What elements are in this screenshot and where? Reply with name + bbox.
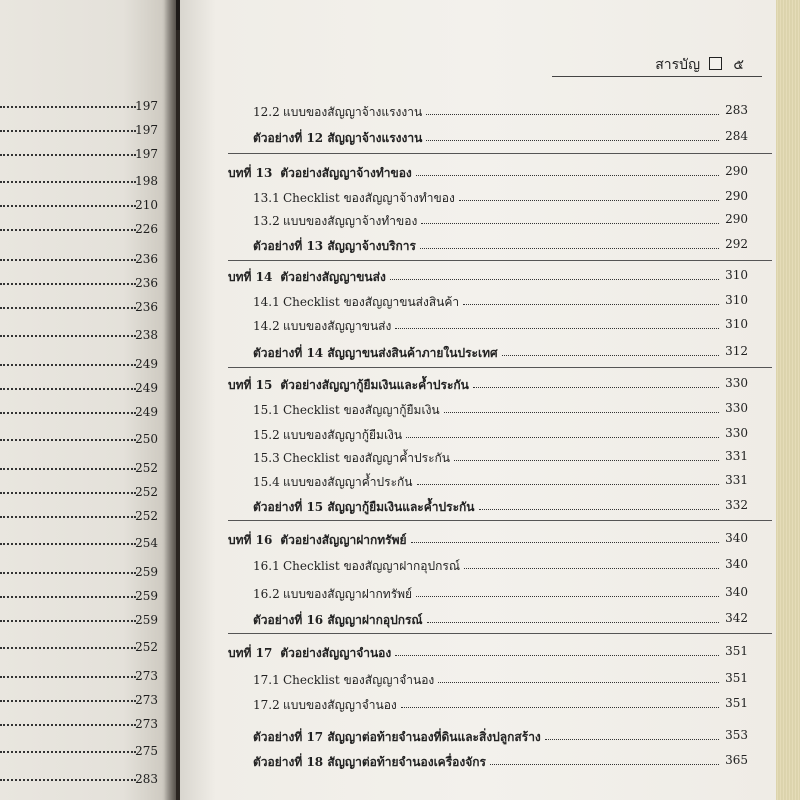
- toc-example[interactable]: [253, 236, 748, 256]
- chapter-title: ตัวอย่างสัญญากู้ยืมเงินและค้ำประกัน: [280, 378, 469, 392]
- toc-section[interactable]: [253, 670, 748, 690]
- toc-page-number: 342: [725, 611, 748, 625]
- chapter-number: บทที่ 14: [228, 270, 273, 284]
- toc-entry-label: [253, 317, 391, 336]
- section-title: แบบของสัญญาค้ำประกัน: [283, 475, 413, 489]
- toc-section[interactable]: [253, 695, 748, 715]
- toc-page-number: 365: [725, 753, 748, 767]
- dot-leader: [0, 700, 136, 702]
- left-page-number: 259: [135, 613, 158, 627]
- dot-leader: [0, 307, 136, 309]
- square-icon: [709, 57, 722, 70]
- toc-entry-label: [228, 268, 386, 287]
- section-title: แบบของสัญญาขนส่ง: [283, 319, 392, 333]
- dot-leader: [0, 259, 136, 261]
- section-title: แบบของสัญญาจ้างแรงงาน: [283, 105, 423, 119]
- page-number: ๕: [733, 57, 744, 73]
- left-page-number: 236: [135, 252, 158, 266]
- section-number: 15.3: [253, 451, 280, 465]
- toc-entry-label: ตัวอย่างที่ 18 สัญญาต่อท้ายจำนองเครื่องจักร: [253, 755, 486, 769]
- section-number: 17.2: [253, 698, 280, 712]
- toc-entry-label: [253, 696, 397, 715]
- chapter-divider: [228, 633, 772, 634]
- dot-leader: [416, 596, 719, 597]
- toc-section[interactable]: [253, 102, 748, 122]
- dot-leader: [0, 181, 136, 183]
- right-page: [180, 0, 776, 800]
- section-number: 16.1: [253, 559, 280, 573]
- dot-leader: [0, 751, 136, 753]
- toc-page-number: 330: [725, 426, 748, 440]
- dot-leader: [426, 114, 719, 115]
- left-page-number: 236: [135, 300, 158, 314]
- left-toc-row: [0, 691, 158, 711]
- left-toc-row: [0, 715, 158, 735]
- left-page-number: 238: [135, 328, 158, 342]
- left-toc-row: [0, 587, 158, 607]
- toc-chapter[interactable]: [228, 530, 748, 550]
- left-page-number: 249: [135, 381, 158, 395]
- page-header: [552, 54, 762, 77]
- dot-leader: [427, 622, 719, 623]
- dot-leader: [0, 516, 136, 518]
- toc-entry-label: [253, 426, 402, 445]
- chapter-divider: [228, 153, 772, 154]
- left-toc-row: [0, 379, 158, 399]
- left-toc-row: [0, 145, 158, 165]
- toc-page-number: 283: [725, 103, 748, 117]
- toc-page-number: 340: [725, 585, 748, 599]
- section-title: Checklist ของสัญญาจ้างทำของ: [283, 191, 455, 205]
- left-toc-row: [0, 638, 158, 658]
- dot-leader: [0, 154, 136, 156]
- section-number: 12.2: [253, 105, 280, 119]
- section-title: Checklist ของสัญญาขนส่งสินค้า: [283, 295, 460, 309]
- left-page-number: 252: [135, 461, 158, 475]
- dot-leader: [0, 283, 136, 285]
- toc-page-number: 284: [725, 129, 748, 143]
- toc-page-number: 353: [725, 728, 748, 742]
- section-title: Checklist ของสัญญาค้ำประกัน: [283, 451, 450, 465]
- dot-leader: [0, 412, 136, 414]
- left-toc-row: [0, 298, 158, 318]
- toc-entry-label: [253, 671, 434, 690]
- dot-leader: [0, 724, 136, 726]
- section-number: 14.2: [253, 319, 280, 333]
- left-toc-row: [0, 196, 158, 216]
- chapter-divider: [228, 367, 772, 368]
- left-toc-row: [0, 430, 158, 450]
- toc-chapter[interactable]: [228, 163, 748, 183]
- toc-entry-label: ตัวอย่างที่ 14 สัญญาขนส่งสินค้าภายในประเทศ: [253, 346, 498, 360]
- toc-page-number: 290: [725, 212, 748, 226]
- toc-entry-label: [253, 401, 440, 420]
- dot-leader: [0, 335, 136, 337]
- toc-entry-label: [253, 557, 460, 576]
- dot-leader: [459, 200, 719, 201]
- toc-section[interactable]: [253, 448, 748, 468]
- toc-entry-label: [253, 449, 450, 468]
- toc-page-number: 290: [725, 189, 748, 203]
- left-page-number: 273: [135, 669, 158, 683]
- dot-leader: [0, 543, 136, 545]
- chapter-title: ตัวอย่างสัญญาจ้างทำของ: [280, 166, 412, 180]
- dot-leader: [406, 437, 719, 438]
- dot-leader: [545, 739, 719, 740]
- toc-example[interactable]: [253, 610, 748, 630]
- dot-leader: [0, 647, 136, 649]
- dot-leader: [464, 568, 719, 569]
- left-page-number: 226: [135, 222, 158, 236]
- toc-page-number: 332: [725, 498, 748, 512]
- dot-leader: [0, 468, 136, 470]
- dot-leader: [0, 779, 136, 781]
- toc-page-number: 351: [725, 671, 748, 685]
- dot-leader: [0, 439, 136, 441]
- toc-page-number: 340: [725, 531, 748, 545]
- section-number: 16.2: [253, 587, 280, 601]
- toc-entry-label: ตัวอย่างที่ 15 สัญญากู้ยืมเงินและค้ำประกัน: [253, 500, 475, 514]
- left-page-number: 249: [135, 405, 158, 419]
- toc-entry-label: [228, 164, 412, 183]
- chapter-number: บทที่ 16: [228, 533, 273, 547]
- section-number: 13.2: [253, 214, 280, 228]
- page-edges: [776, 0, 800, 800]
- toc-entry-label: ตัวอย่างที่ 12 สัญญาจ้างแรงงาน: [253, 131, 423, 145]
- dot-leader: [444, 412, 719, 413]
- toc-example[interactable]: [253, 727, 748, 747]
- toc-page-number: 351: [725, 644, 748, 658]
- left-toc-row: [0, 534, 158, 554]
- left-page-number: 254: [135, 536, 158, 550]
- left-page: [0, 0, 176, 800]
- toc-entry-label: ตัวอย่างที่ 16 สัญญาฝากอุปกรณ์: [253, 613, 423, 627]
- toc-example[interactable]: [253, 752, 748, 772]
- dot-leader: [0, 229, 136, 231]
- toc-chapter[interactable]: [228, 643, 748, 663]
- dot-leader: [0, 130, 136, 132]
- toc-page-number: 292: [725, 237, 748, 251]
- toc-entry-label: [253, 189, 455, 208]
- toc-section[interactable]: [253, 316, 748, 336]
- toc-chapter[interactable]: [228, 267, 748, 287]
- dot-leader: [0, 572, 136, 574]
- left-page-number: 273: [135, 693, 158, 707]
- section-title: แบบของสัญญาจ้างทำของ: [283, 214, 418, 228]
- toc-entry-label: ตัวอย่างที่ 13 สัญญาจ้างบริการ: [253, 239, 416, 253]
- dot-leader: [438, 682, 719, 683]
- dot-leader: [411, 542, 719, 543]
- dot-leader: [473, 387, 719, 388]
- left-page-number: 249: [135, 357, 158, 371]
- section-number: 14.1: [253, 295, 280, 309]
- left-page-number: 198: [135, 174, 158, 188]
- toc-page-number: 312: [725, 344, 748, 358]
- section-title: แบบของสัญญาฝากทรัพย์: [283, 587, 413, 601]
- toc-section[interactable]: [253, 556, 748, 576]
- toc-section[interactable]: [253, 211, 748, 231]
- toc-section[interactable]: [253, 584, 748, 604]
- section-number: 15.2: [253, 428, 280, 442]
- toc-example[interactable]: [253, 497, 748, 517]
- left-page-number: 197: [135, 147, 158, 161]
- toc-entry-label: [228, 376, 469, 395]
- dot-leader: [0, 676, 136, 678]
- section-title: แบบของสัญญากู้ยืมเงิน: [283, 428, 403, 442]
- left-toc-row: [0, 667, 158, 687]
- toc-example[interactable]: [253, 343, 748, 363]
- left-toc-row: [0, 507, 158, 527]
- left-page-number: 250: [135, 432, 158, 446]
- dot-leader: [417, 484, 719, 485]
- dot-leader: [0, 106, 136, 108]
- dot-leader: [454, 460, 719, 461]
- toc-section[interactable]: [253, 188, 748, 208]
- left-page-number: 236: [135, 276, 158, 290]
- dot-leader: [490, 764, 719, 765]
- dot-leader: [0, 492, 136, 494]
- toc-entry-label: [253, 212, 417, 231]
- left-toc-row: [0, 483, 158, 503]
- dot-leader: [395, 328, 719, 329]
- toc-page-number: 331: [725, 473, 748, 487]
- toc-section[interactable]: [253, 292, 748, 312]
- left-toc-row: [0, 459, 158, 479]
- dot-leader: [401, 707, 719, 708]
- toc-page-number: 310: [725, 317, 748, 331]
- left-page-number: 252: [135, 640, 158, 654]
- toc-page-number: 331: [725, 449, 748, 463]
- toc-entry-label: [228, 531, 407, 550]
- dot-leader: [421, 223, 719, 224]
- chapter-divider: [228, 520, 772, 521]
- left-page-number: 273: [135, 717, 158, 731]
- section-title: Checklist ของสัญญาจำนอง: [283, 673, 435, 687]
- left-toc-row: [0, 770, 158, 790]
- toc-entry-label: ตัวอย่างที่ 17 สัญญาต่อท้ายจำนองที่ดินและสิ่งปลูกสร้าง: [253, 730, 541, 744]
- left-toc-row: [0, 742, 158, 762]
- toc-entry-label: [253, 103, 422, 122]
- toc-page-number: 351: [725, 696, 748, 710]
- chapter-number: บทที่ 17: [228, 646, 273, 660]
- left-page-number: 275: [135, 744, 158, 758]
- toc-entry-label: [228, 644, 391, 663]
- left-toc-row: [0, 274, 158, 294]
- toc-section[interactable]: [253, 425, 748, 445]
- left-page-number: 210: [135, 198, 158, 212]
- chapter-title: ตัวอย่างสัญญาฝากทรัพย์: [280, 533, 407, 547]
- toc-page-number: 340: [725, 557, 748, 571]
- left-page-number: 252: [135, 509, 158, 523]
- left-page-number: 259: [135, 589, 158, 603]
- section-number: 13.1: [253, 191, 280, 205]
- page-title: สารบัญ: [655, 57, 700, 73]
- toc-entry-label: [253, 293, 459, 312]
- left-page-number: 283: [135, 772, 158, 786]
- dot-leader: [479, 509, 719, 510]
- toc-page-number: 310: [725, 268, 748, 282]
- left-page-number: 259: [135, 565, 158, 579]
- left-toc-row: [0, 97, 158, 117]
- toc-page-number: 290: [725, 164, 748, 178]
- left-toc-row: [0, 355, 158, 375]
- chapter-divider: [228, 260, 772, 261]
- left-toc-row: [0, 403, 158, 423]
- dot-leader: [0, 205, 136, 207]
- chapter-title: ตัวอย่างสัญญาจำนอง: [280, 646, 392, 660]
- section-title: Checklist ของสัญญากู้ยืมเงิน: [283, 403, 440, 417]
- toc-example[interactable]: [253, 128, 748, 148]
- left-toc-row: [0, 563, 158, 583]
- left-toc-row: [0, 326, 158, 346]
- left-toc-row: [0, 220, 158, 240]
- left-page-number: 197: [135, 99, 158, 113]
- chapter-number: บทที่ 15: [228, 378, 273, 392]
- dot-leader: [390, 279, 719, 280]
- dot-leader: [0, 620, 136, 622]
- dot-leader: [0, 596, 136, 598]
- toc-section[interactable]: [253, 472, 748, 492]
- section-title: Checklist ของสัญญาฝากอุปกรณ์: [283, 559, 460, 573]
- section-title: แบบของสัญญาจำนอง: [283, 698, 397, 712]
- dot-leader: [420, 248, 719, 249]
- section-number: 17.1: [253, 673, 280, 687]
- dot-leader: [0, 364, 136, 366]
- chapter-title: ตัวอย่างสัญญาขนส่ง: [280, 270, 386, 284]
- left-toc-row: [0, 611, 158, 631]
- chapter-number: บทที่ 13: [228, 166, 273, 180]
- toc-page-number: 330: [725, 376, 748, 390]
- dot-leader: [463, 304, 719, 305]
- left-toc-row: [0, 250, 158, 270]
- dot-leader: [502, 355, 719, 356]
- left-page-number: 252: [135, 485, 158, 499]
- left-toc-row: [0, 172, 158, 192]
- left-toc-row: [0, 121, 158, 141]
- toc-page-number: 310: [725, 293, 748, 307]
- section-number: 15.4: [253, 475, 280, 489]
- toc-page-number: 330: [725, 401, 748, 415]
- toc-section[interactable]: [253, 400, 748, 420]
- dot-leader: [395, 655, 719, 656]
- dot-leader: [426, 140, 719, 141]
- left-page-number: 197: [135, 123, 158, 137]
- toc-entry-label: [253, 473, 413, 492]
- toc-chapter[interactable]: [228, 375, 748, 395]
- dot-leader: [0, 388, 136, 390]
- dot-leader: [416, 175, 719, 176]
- toc-entry-label: [253, 585, 412, 604]
- section-number: 15.1: [253, 403, 280, 417]
